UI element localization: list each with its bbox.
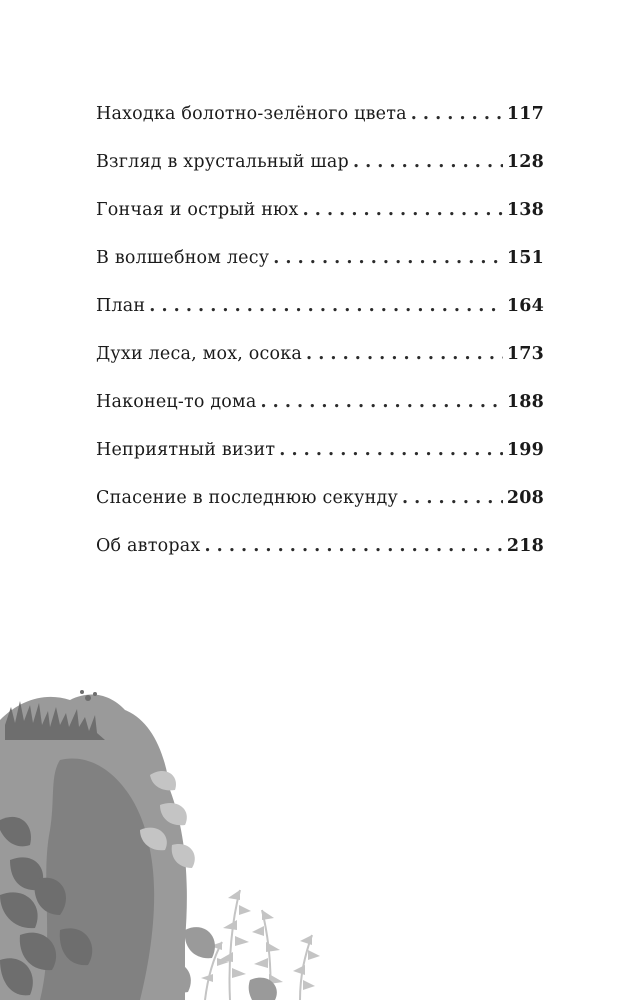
dot-leader (303, 200, 503, 220)
toc-entry-page: 188 (506, 392, 544, 412)
toc-entry-page: 117 (506, 104, 544, 124)
dot-leader (306, 344, 503, 364)
toc-entry-page: 218 (506, 536, 544, 556)
toc-entry (96, 344, 544, 392)
dot-leader (353, 152, 503, 172)
toc-entry-title: Наконец-то дома (96, 392, 257, 412)
toc-entry (96, 152, 544, 200)
toc-entry-page: 138 (506, 200, 544, 220)
dot-leader (261, 392, 503, 412)
toc-entry (96, 200, 544, 248)
dot-leader (279, 440, 503, 460)
toc-entry-title: Находка болотно-зелёного цвета (96, 104, 407, 124)
dot-leader (273, 248, 503, 268)
dot-leader (402, 488, 503, 508)
toc-entry-page: 128 (506, 152, 544, 172)
table-of-contents (96, 104, 544, 584)
toc-entry-title: Взгляд в хрустальный шар (96, 152, 349, 172)
toc-entry-title: В волшебном лесу (96, 248, 270, 268)
toc-entry-page: 208 (506, 488, 544, 508)
toc-entry (96, 392, 544, 440)
toc-entry (96, 296, 544, 344)
toc-entry-title: Духи леса, мох, осока (96, 344, 303, 364)
toc-entry-title: План (96, 296, 146, 316)
toc-entry-title: Гончая и острый нюх (96, 200, 299, 220)
toc-entry-title: Об авторах (96, 536, 201, 556)
toc-entry-title: Спасение в последнюю секунду (96, 488, 398, 508)
toc-entry (96, 248, 544, 296)
dot-leader (411, 104, 503, 124)
toc-entry-title: Неприятный визит (96, 440, 276, 460)
toc-entry-page: 173 (506, 344, 544, 364)
toc-entry (96, 488, 544, 536)
toc-entry (96, 440, 544, 488)
forest-foliage-illustration (0, 680, 340, 1000)
dot-leader (204, 536, 502, 556)
toc-entry-page: 199 (506, 440, 544, 460)
toc-entry-page: 164 (506, 296, 544, 316)
toc-entry (96, 104, 544, 152)
toc-entry-page: 151 (506, 248, 544, 268)
toc-entry (96, 536, 544, 584)
dot-leader (149, 296, 503, 316)
